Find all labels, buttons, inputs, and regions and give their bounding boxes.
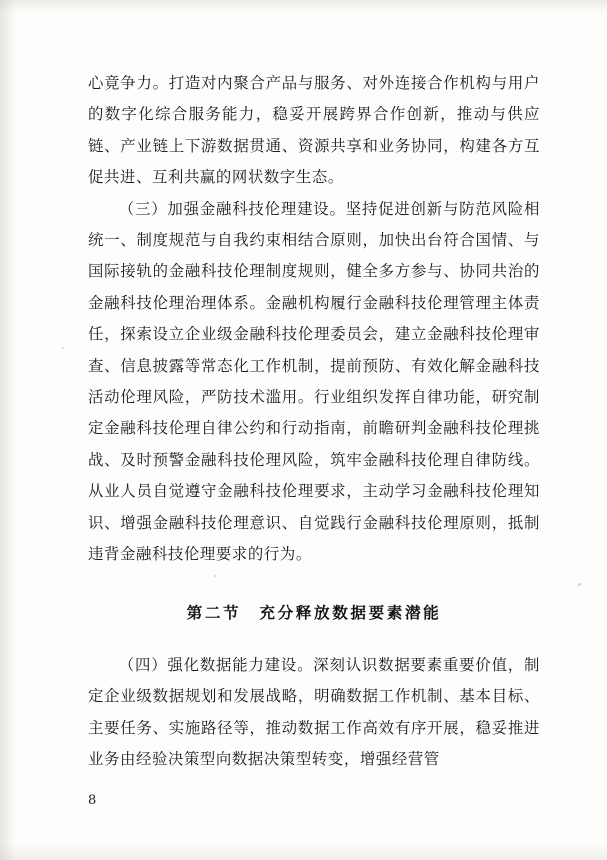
paragraph-item-three: （三）加强金融科技伦理建设。坚持促进创新与防范风险相统一、制度规范与自我约束相结合原则，加快出台符合国情、与国际接轨的金融科技伦理制度规则，健全多方参与、协同共治的金融科技伦理治理体系。金融机构履行金融科技伦理管理主体责任，探索设立企业级金融科技伦理委员会，建立金融科技伦理审查、信息披露等常态化工作机制，提前预防、有效化解金融科技活动伦理风险，严防技术滥用。行业组织发挥自律功能，研究制定金融科技伦理自律公约和行动指南，前瞻研判金融科技伦理挑战、及时预警金融科技伦理风险，筑牢金融科技伦理自律防线。从业人员自觉遵守金融科技伦理要求，主动学习金融科技伦理知识、增强金融科技伦理意识、自觉践行金融科技伦理原则，抵制违背金融科技伦理要求的行为。 (88, 199, 540, 564)
page-edge-shadow-bottom (0, 844, 607, 860)
scan-speck (578, 583, 581, 586)
section-heading: 第二节 充分释放数据要素潜能 (186, 602, 442, 622)
page-edge-shadow-left (0, 0, 16, 860)
page-body (88, 68, 540, 776)
paragraph-continued-top: 心竟争力。打造对内聚合产品与服务、对外连接合作机构与用户的数字化综合服务能力，稳妥开展跨界合作创新，推动与供应链、产业链上下游数据贯通、资源共享和业务协同，构建各方互促共进、互利共赢的网状数字生态。 (88, 74, 540, 187)
paragraph-item-four: （四）强化数据能力建设。深刻认识数据要素重要价值，制定企业级数据规划和发展战略，明确数据工作机制、基本目标、主要任务、实施路径等，推动数据工作高效有序开展，稳妥推进业务由经验决策型向数据决策型转变，增强经营管 (88, 655, 540, 769)
page-number: 8 (88, 793, 97, 808)
scan-speck (62, 347, 64, 349)
page-edge-shadow-top (0, 0, 607, 14)
